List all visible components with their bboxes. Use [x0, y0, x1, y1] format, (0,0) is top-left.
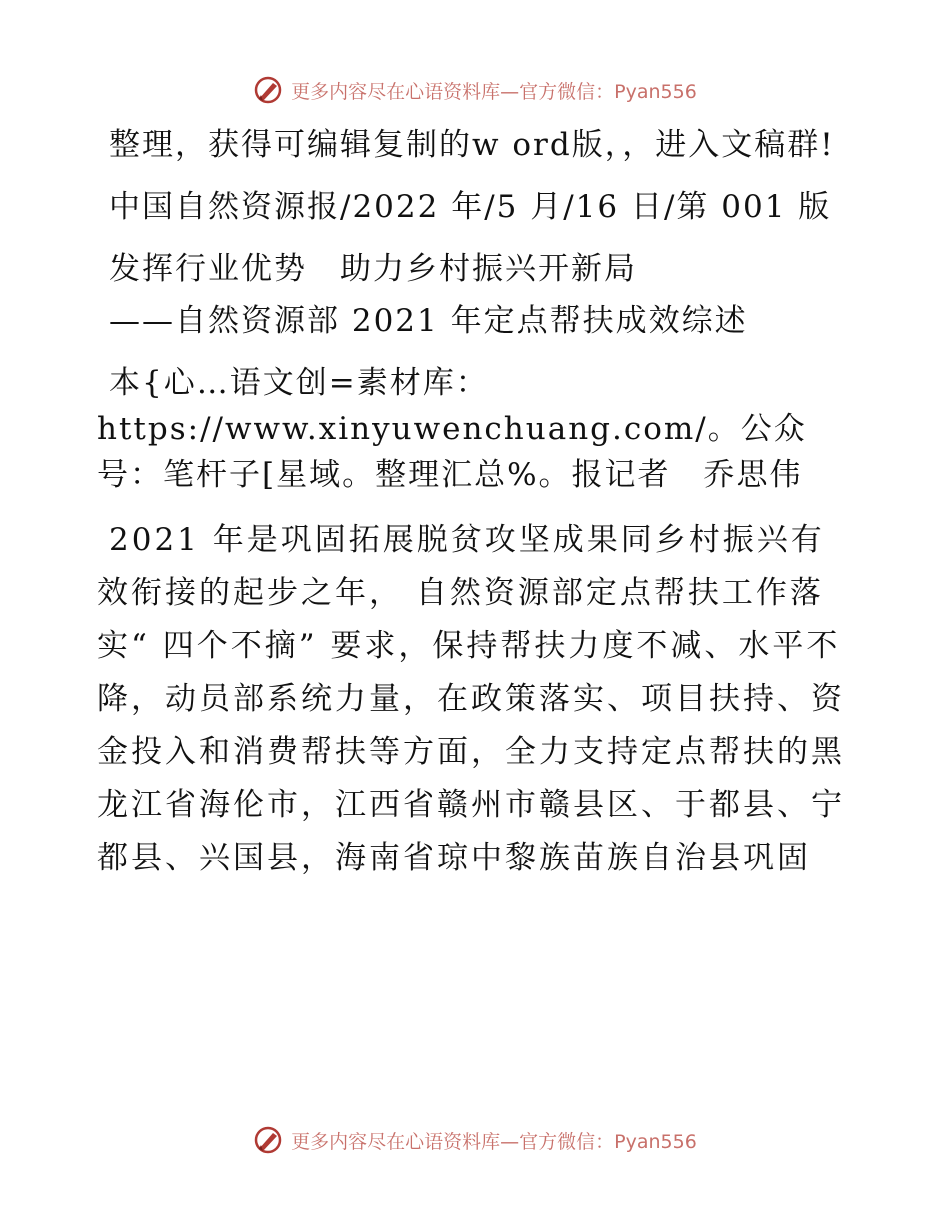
body-paragraph: 2021 年是巩固拓展脱贫攻坚成果同乡村振兴有效衔接的起步之年， 自然资源部定点帮扶工作落实“ 四个不摘” 要求，保持帮扶力度不减、水平不降，动员部系统力量，在政策落实、项目扶持、资金投入和消费帮扶等方面，全力支持定点帮扶的黑龙江省海伦市，江西省赣州市赣县区、于都县、宁都县、兴国县，海南省琼中黎族苗族自治县巩固 — [97, 522, 845, 876]
header-watermark-banner — [0, 70, 950, 110]
source-line: 中国自然资源报/2022 年/5 月/16 日/第 001 版 — [109, 189, 832, 225]
header-watermark-text: 更多内容尽在心语资料库—官方微信：Pyan556 — [291, 80, 697, 103]
intro-paragraph: 整理，获得可编辑复制的w ord版，，进入文稿群! — [109, 127, 835, 163]
pen-in-circle-icon — [253, 75, 283, 105]
byline-paragraph: 本{心…语文创=素材库：https://www.xinyuwenchuang.com/。公众号：笔杆子[星域。整理汇总%。报记者 乔思伟 — [97, 365, 807, 493]
article-title: 发挥行业优势 助力乡村振兴开新局 — [109, 251, 637, 287]
footer-watermark-text: 更多内容尽在心语资料库—官方微信：Pyan556 — [291, 1130, 697, 1153]
document-body — [97, 122, 857, 901]
pen-in-circle-icon — [253, 1125, 283, 1155]
footer-watermark-banner — [0, 1120, 950, 1160]
article-subtitle: ——自然资源部 2021 年定点帮扶成效综述 — [109, 303, 748, 339]
